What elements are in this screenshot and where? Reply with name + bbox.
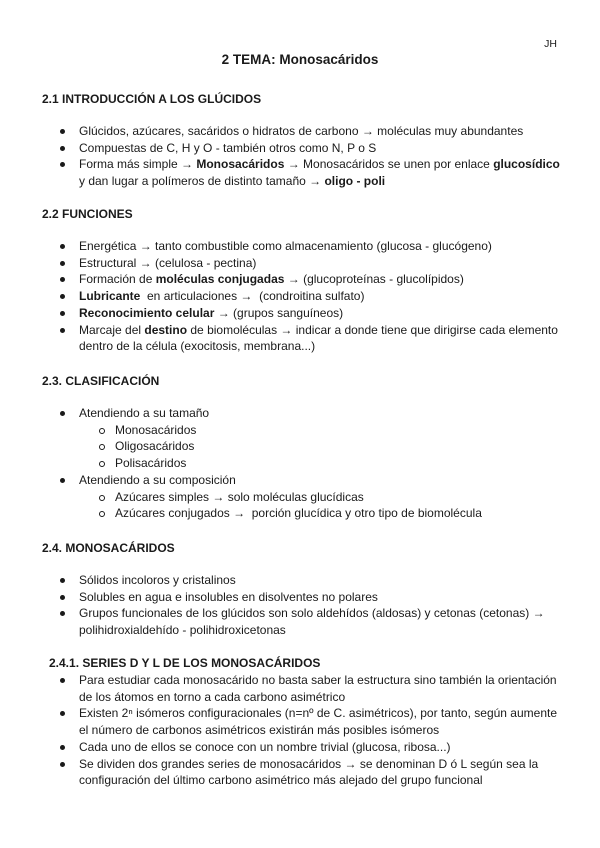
list-item-text: Estructural → (celulosa - pectina) xyxy=(79,255,257,270)
list-item xyxy=(0,589,600,606)
bullet-icon xyxy=(60,328,65,333)
sub-list-item xyxy=(79,489,560,506)
list-item-text: y dan lugar a polímeros de distinto tamaño → xyxy=(79,174,325,189)
section-heading-funciones: 2.2 FUNCIONES xyxy=(42,207,133,221)
list-item xyxy=(0,705,600,738)
list-item-text: Solubles en agua e insolubles en disolventes no polares xyxy=(79,589,378,604)
list-item xyxy=(0,739,600,756)
list-item-text: Grupos funcionales de los glúcidos son solo aldehídos (aldosas) y cetonas (cetonas) → polihidroxialdehído - polihidroxicetonas xyxy=(79,606,545,638)
bold-term: glucosídico xyxy=(493,157,560,172)
section-list-clasificacion xyxy=(0,405,600,522)
list-item-text: Sólidos incoloros y cristalinos xyxy=(79,573,236,587)
list-item-text: Se dividen dos grandes series de monosacáridos → se denominan D ó L según sea la configuración del último carbono asimétrico más alejado del grupo funcional xyxy=(79,756,539,788)
sub-list-item-text: Polisacáridos xyxy=(115,456,187,471)
bullet-icon xyxy=(60,478,65,483)
bold-term: moléculas conjugadas xyxy=(155,272,285,287)
page-title: 2 TEMA: Monosacáridos xyxy=(221,52,379,67)
list-item xyxy=(0,405,600,472)
bullet-icon xyxy=(60,745,65,750)
bullet-icon xyxy=(60,244,65,249)
section-list-funciones xyxy=(0,238,600,355)
sub-list xyxy=(79,489,560,522)
sub-list-item xyxy=(79,505,560,522)
list-item-text: Forma más simple → xyxy=(79,157,197,172)
bold-term: oligo - poli xyxy=(324,174,386,189)
bullet-icon xyxy=(60,129,65,134)
bold-term: Reconocimiento celular xyxy=(79,305,215,320)
bullet-icon xyxy=(60,578,65,583)
list-item-text: → Monosacáridos se unen por enlace xyxy=(284,157,494,172)
bullet-icon xyxy=(60,261,65,266)
bullet-icon xyxy=(60,762,65,767)
hollow-bullet-icon xyxy=(99,511,105,517)
bold-term: destino xyxy=(144,322,188,337)
list-item-text: Para estudiar cada monosacárido no basta saber la estructura sino también la orientación de los átomos en torno a cada carbono asimétrico xyxy=(79,673,557,704)
bullet-icon xyxy=(60,277,65,282)
bold-term: Monosacáridos xyxy=(196,157,285,172)
bullet-icon xyxy=(60,678,65,683)
bullet-icon xyxy=(60,411,65,416)
bold-term: Lubricante xyxy=(79,289,141,304)
list-item xyxy=(0,140,600,157)
section-heading-series-d-l: 2.4.1. SERIES D Y L DE LOS MONOSACÁRIDOS xyxy=(49,656,321,670)
sub-list-item-text: Azúcares simples → solo moléculas glucídicas xyxy=(115,489,364,504)
hollow-bullet-icon xyxy=(99,461,105,467)
sub-list-item-text: Monosacáridos xyxy=(115,422,197,437)
section-heading-introduccion: 2.1 INTRODUCCIÓN A LOS GLÚCIDOS xyxy=(42,92,262,106)
list-item xyxy=(0,572,600,589)
list-item-text: Marcaje del xyxy=(79,322,145,337)
section-list-monosacaridos xyxy=(0,572,600,639)
list-item-text: Glúcidos, azúcares, sacáridos o hidratos de carbono → moléculas muy abundantes xyxy=(79,124,524,138)
list-item-text: Existen 2ⁿ isómeros configuracionales (n=nº de C. asimétricos), por tanto, según aumente el número de carbonos asimétricos existirán más posibles isómeros xyxy=(79,706,558,738)
section-list-introduccion xyxy=(0,123,600,190)
sub-list-item-text: Azúcares conjugados → porción glucídica y otro tipo de biomolécula xyxy=(115,506,482,521)
bullet-icon xyxy=(60,162,65,167)
list-item xyxy=(0,288,600,305)
list-item-text: Formación de xyxy=(79,272,156,287)
sub-list-item xyxy=(79,438,560,455)
bullet-icon xyxy=(60,611,65,616)
list-item-text: Atendiendo a su tamaño xyxy=(79,406,210,420)
hollow-bullet-icon xyxy=(99,444,105,450)
list-item-text: Energética → tanto combustible como almacenamiento (glucosa - glucógeno) xyxy=(79,239,492,253)
list-item-text: Cada uno de ellos se conoce con un nombre trivial (glucosa, ribosa...) xyxy=(79,739,451,754)
hollow-bullet-icon xyxy=(99,428,105,434)
section-list-series-d-l xyxy=(0,672,600,789)
list-item-text: Atendiendo a su composición xyxy=(79,472,236,487)
author-initials: JH xyxy=(544,38,557,50)
list-item xyxy=(0,756,600,789)
sub-list-item-text: Oligosacáridos xyxy=(115,439,195,454)
list-item xyxy=(0,156,600,189)
bullet-icon xyxy=(60,595,65,600)
list-item xyxy=(0,672,600,705)
list-item-text: de biomoléculas → indicar a donde tiene que dirigirse cada elemento dentro de la célula (exocitosis, membrana...) xyxy=(79,322,558,354)
sub-list-item xyxy=(79,422,560,439)
list-item-text: → (grupos sanguíneos) xyxy=(214,305,344,320)
list-item-text: → (glucoproteínas - glucolípidos) xyxy=(284,272,464,287)
list-item xyxy=(0,255,600,272)
bullet-icon xyxy=(60,311,65,316)
sub-list-item xyxy=(79,455,560,472)
list-item-text: en articulaciones → (condroitina sulfato) xyxy=(140,289,365,304)
sub-list xyxy=(79,422,560,472)
bullet-icon xyxy=(60,146,65,151)
list-item xyxy=(0,123,600,140)
hollow-bullet-icon xyxy=(99,495,105,501)
list-item xyxy=(0,472,600,522)
section-heading-monosacaridos: 2.4. MONOSACÁRIDOS xyxy=(42,541,175,555)
list-item xyxy=(0,238,600,255)
list-item xyxy=(0,271,600,288)
list-item xyxy=(0,305,600,322)
bullet-icon xyxy=(60,294,65,299)
section-heading-clasificacion: 2.3. CLASIFICACIÓN xyxy=(42,374,160,388)
list-item xyxy=(0,322,600,355)
bullet-icon xyxy=(60,711,65,716)
list-item-text: Compuestas de C, H y O - también otros como N, P o S xyxy=(79,140,377,155)
list-item xyxy=(0,605,600,638)
